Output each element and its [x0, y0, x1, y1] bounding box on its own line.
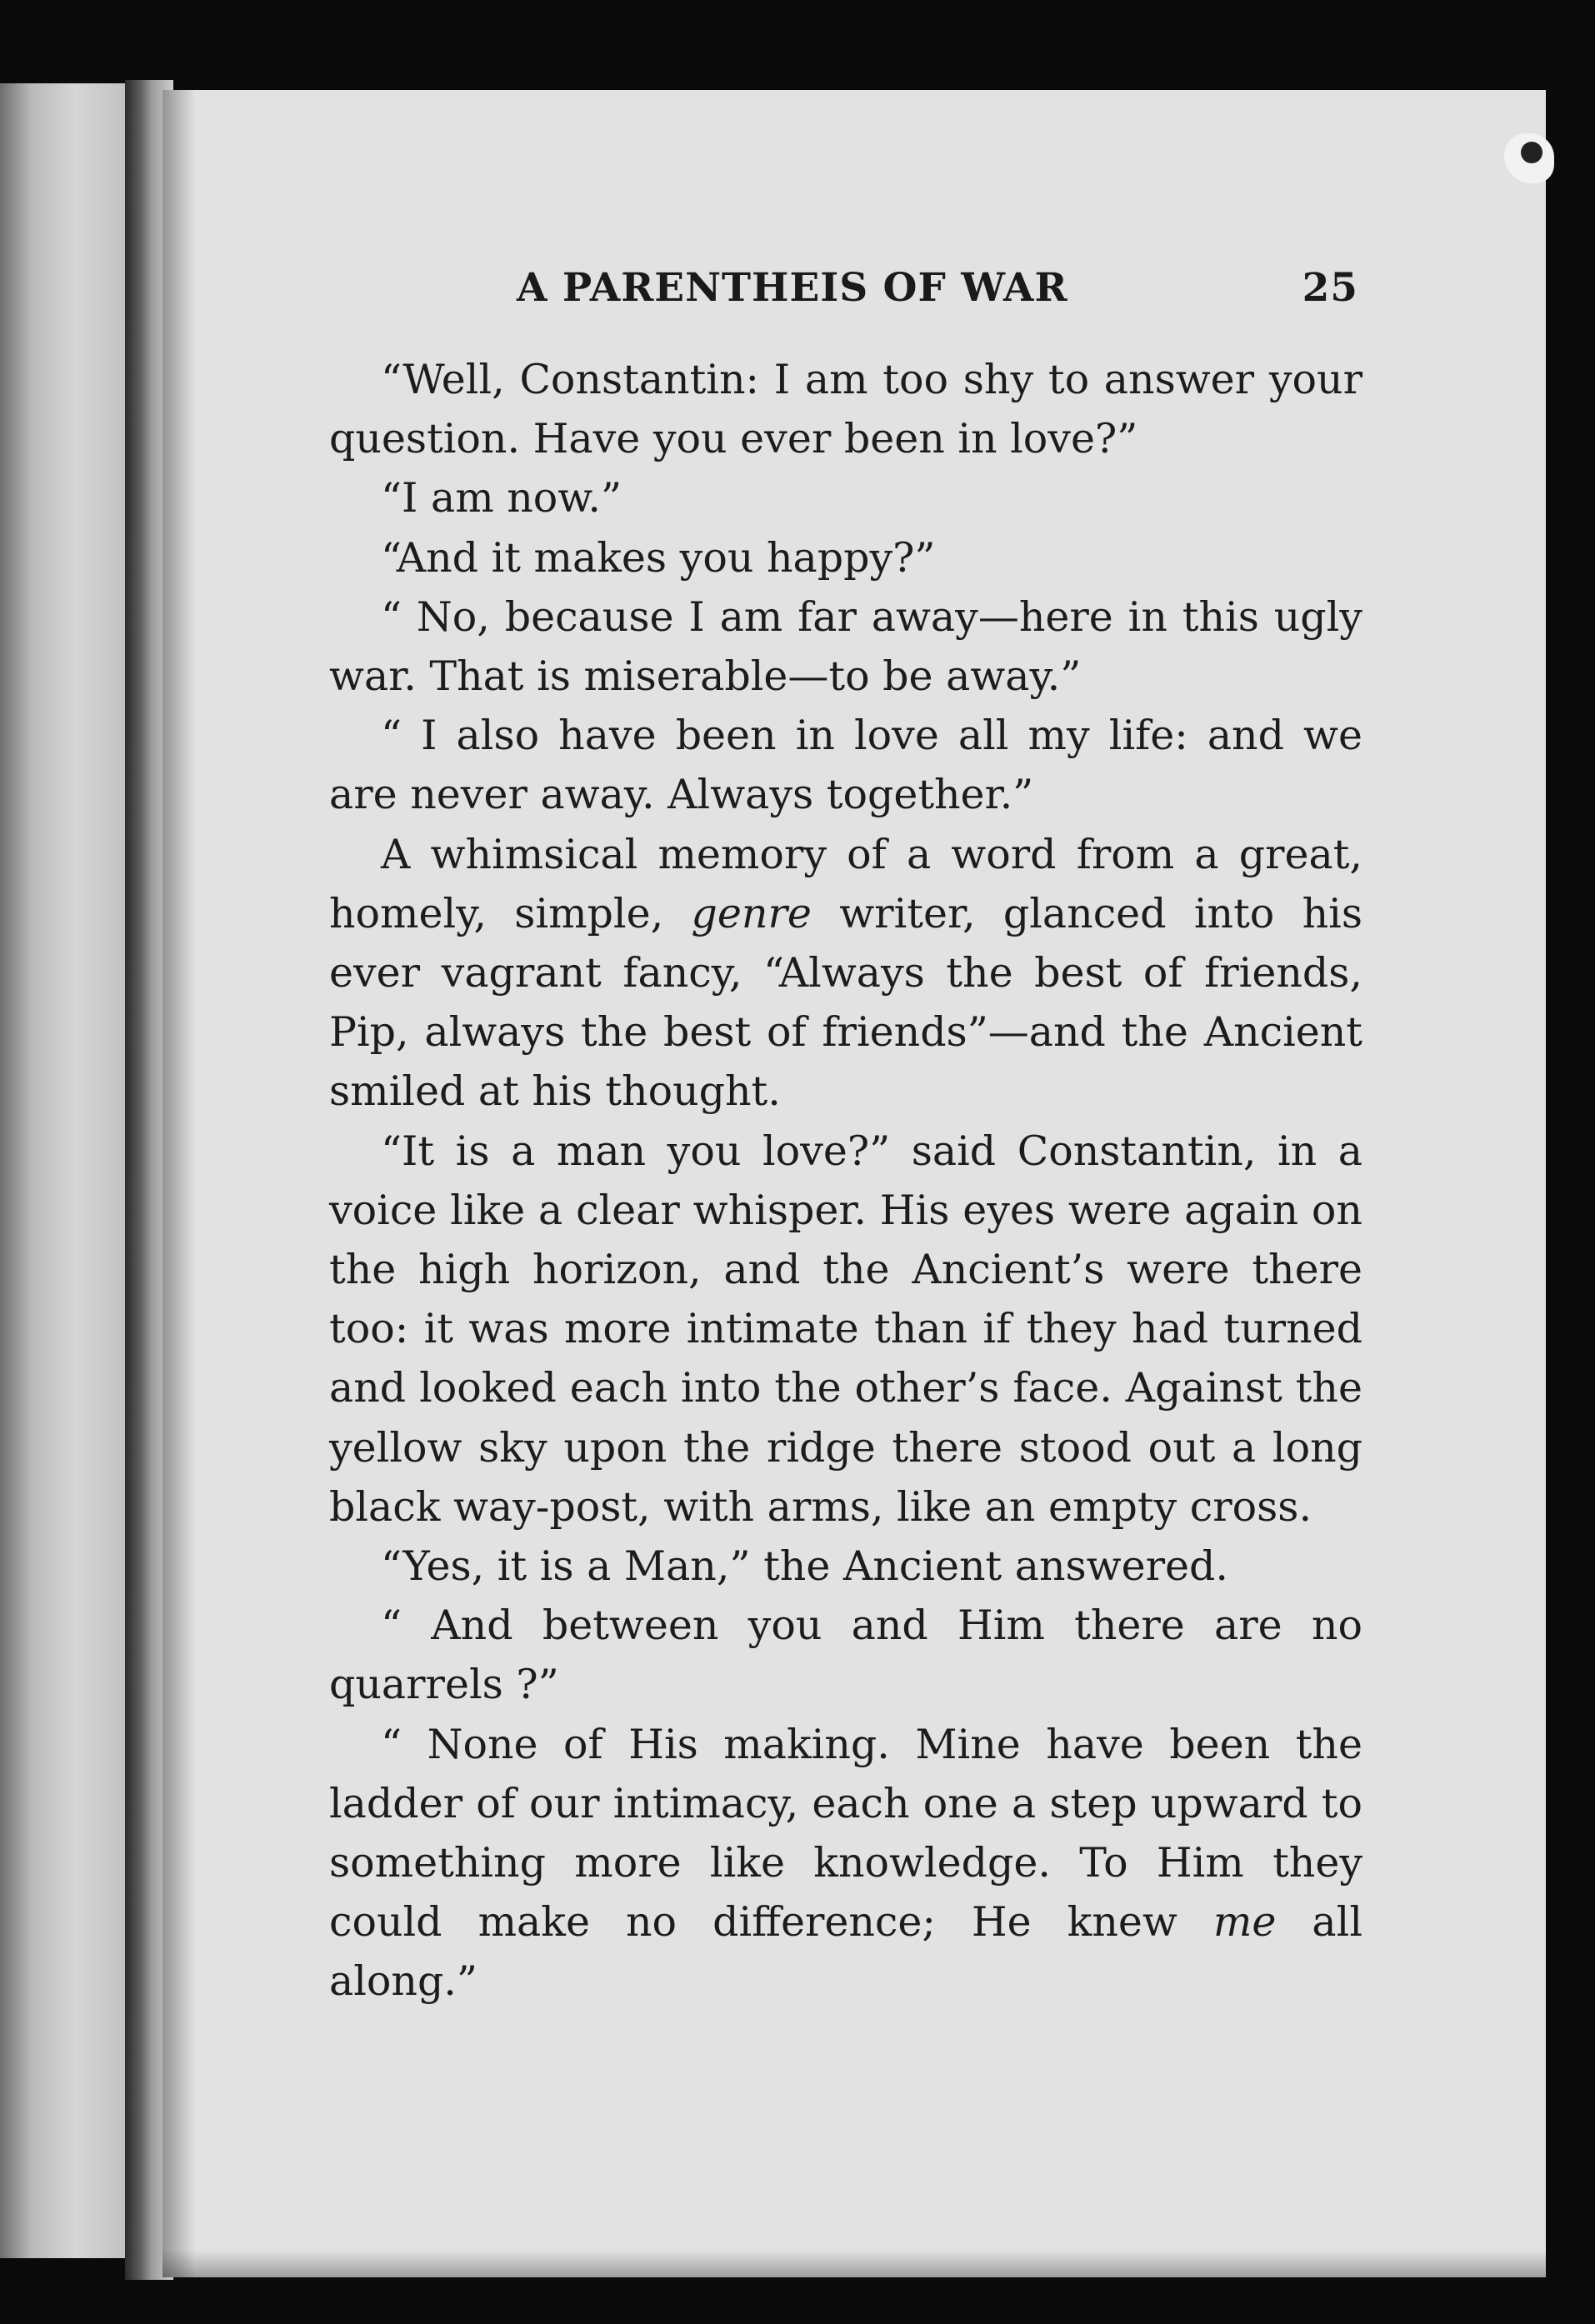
paragraph: “And it makes you happy?”	[381, 533, 936, 582]
page-bottom-shadow	[162, 2250, 1546, 2277]
body-text	[329, 350, 1362, 2012]
paragraph: “It is a man you love?” said Constantin, in a voice like a clear whisper. His eyes were again on the high horizon, and the Ancient’s were there too: it was more intimate than if they had turned and looked each into the other’s face. Against the yellow sky upon the ridge there stood out a long black way-post, with arms, like an empty cross.	[329, 1127, 1362, 1531]
page-number: 25	[1302, 265, 1358, 311]
paragraph: “Well, Constantin: I am too shy to answer your question. Have you ever been in love?”	[329, 356, 1362, 463]
paragraph: “Yes, it is a Man,” the Ancient answered.	[381, 1542, 1228, 1591]
paragraph	[329, 825, 1362, 1122]
ink-spot	[1521, 142, 1542, 163]
paragraph	[329, 1715, 1362, 2012]
running-title: A PARENTHEIS OF WAR	[517, 265, 1068, 311]
paragraph-text: A whimsical memory of a word from a great, homely, simple,	[329, 830, 1362, 937]
italic-word: me	[1212, 1898, 1277, 1947]
gutter-shadow	[162, 90, 196, 2277]
paragraph: “ I also have been in love all my life: and we are never away. Always together.”	[329, 712, 1362, 819]
running-header	[517, 265, 1358, 332]
paragraph: “ No, because I am far away—here in this ugly war. That is miserable—to be away.”	[329, 592, 1362, 701]
paragraph: “ And between you and Him there are no quarrels ?”	[329, 1602, 1362, 1709]
paragraph-text: all along.”	[329, 1898, 1362, 2006]
facing-page-edge	[0, 83, 125, 2258]
paragraph-text: writer, glanced into his ever vagrant fancy, “Always the best of friends, Pip, always the best of friends”—and the Ancient smiled at his thought.	[329, 889, 1362, 1116]
paragraph: “I am now.”	[381, 474, 622, 522]
paragraph-text: “ None of His making. Mine have been the ladder of our intimacy, each one a step upward to something more like knowledge. To Him they could make no difference; He knew	[329, 1720, 1362, 1947]
italic-word: genre	[691, 889, 812, 937]
